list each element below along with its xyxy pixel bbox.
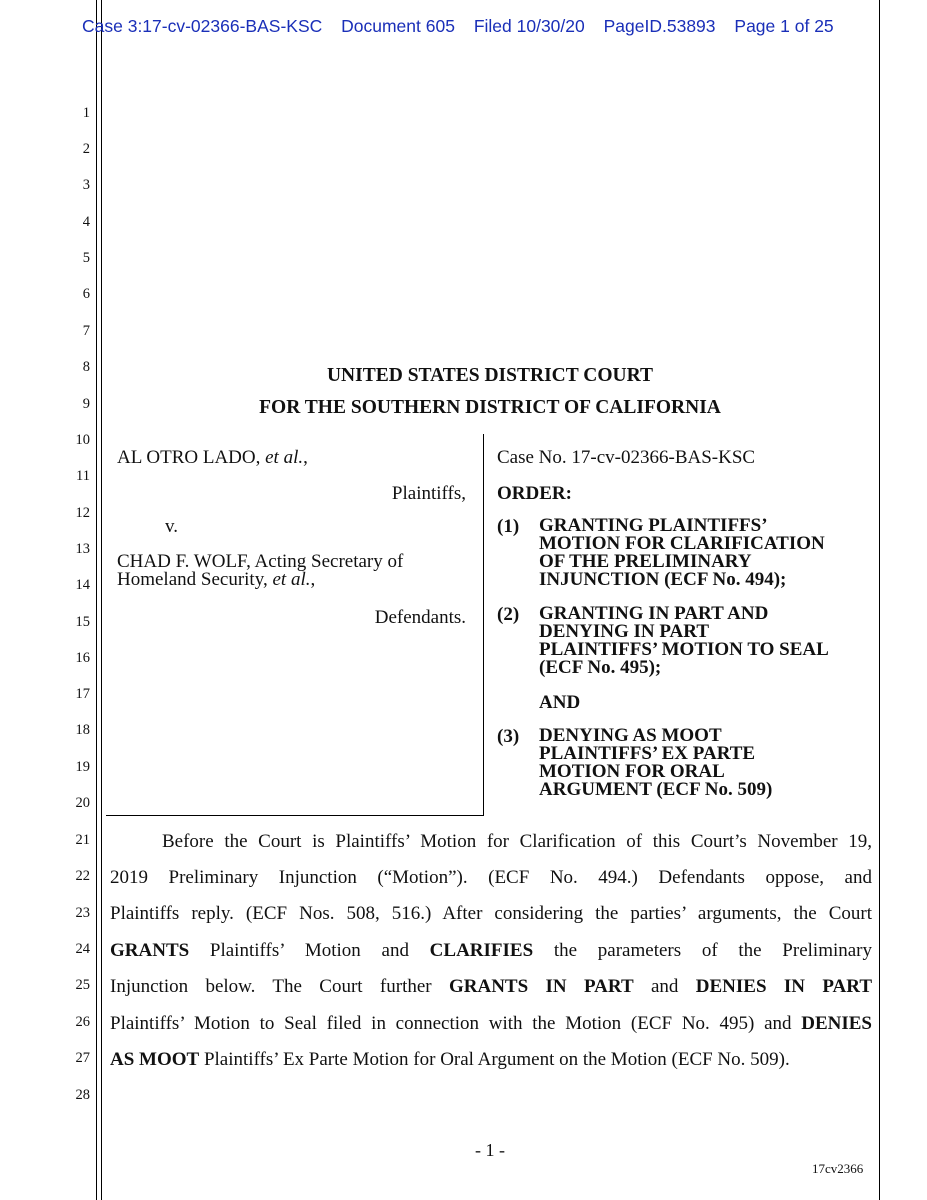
line-number: 7 [82, 323, 90, 339]
ecf-header [82, 16, 848, 37]
body-line-26: Plaintiffs’ Motion to Seal filed in connection with the Motion (ECF No. 495) and DENIES [110, 1013, 872, 1034]
line-number: 5 [82, 250, 90, 266]
line-number: 13 [75, 541, 90, 557]
body-line-22: 2019 Preliminary Injunction (“Motion”). (ECF No. 494.) Defendants oppose, and [110, 867, 872, 888]
body-line-27: AS MOOT Plaintiffs’ Ex Parte Motion for Oral Argument on the Motion (ECF No. 509). [110, 1049, 790, 1070]
body-line-21: Before the Court is Plaintiffs’ Motion for Clarification of this Court’s November 19, [162, 831, 872, 852]
line-number: 4 [82, 214, 90, 230]
line-number: 12 [75, 505, 90, 521]
caption-divider-horizontal [106, 815, 484, 816]
case-number: Case No. 17-cv-02366-BAS-KSC [497, 447, 756, 468]
line-number: 1 [82, 105, 90, 121]
line-number: 18 [75, 722, 90, 738]
versus: v. [165, 516, 179, 537]
line-number: 16 [75, 650, 90, 666]
line-number: 23 [75, 905, 90, 921]
line-number: 10 [75, 432, 90, 448]
body-line-23: Plaintiffs reply. (ECF Nos. 508, 516.) After considering the parties’ arguments, the Court [110, 903, 872, 924]
line-number: 21 [75, 832, 90, 848]
line-number: 2 [82, 141, 90, 157]
line-number: 8 [82, 359, 90, 375]
plaintiff-name: AL OTRO LADO, et al., [117, 447, 308, 468]
header-filed-date: Filed 10/30/20 [473, 16, 585, 36]
item-text: GRANTING PLAINTIFFS’ MOTION FOR CLARIFICATION OF THE PRELIMINARY INJUNCTION (ECF No. 494); [539, 515, 825, 590]
line-number: 9 [82, 396, 90, 412]
line-number: 24 [75, 941, 90, 957]
plaintiffs-label: Plaintiffs, [391, 483, 466, 504]
item-text: GRANTING IN PART AND DENYING IN PART PLAINTIFFS’ MOTION TO SEAL (ECF No. 495); [539, 603, 829, 678]
line-number: 28 [75, 1087, 90, 1103]
body-line-24: GRANTS Plaintiffs’ Motion and CLARIFIES the parameters of the Preliminary [110, 940, 873, 961]
line-number: 17 [75, 686, 90, 702]
page-number: - 1 - [475, 1140, 505, 1160]
order-label: ORDER: [497, 483, 572, 504]
defendant-name: CHAD F. WOLF, Acting Secretary of Homeland Security, et al., [117, 551, 404, 590]
line-number: 20 [75, 795, 90, 811]
line-number: 19 [75, 759, 90, 775]
item-text: DENYING AS MOOT PLAINTIFFS’ EX PARTE MOTION FOR ORAL ARGUMENT (ECF No. 509) [539, 725, 773, 800]
line-number: 22 [75, 868, 90, 884]
margin-rule-right [879, 0, 880, 1200]
line-number: 15 [75, 614, 90, 630]
defendants-label: Defendants. [374, 607, 466, 628]
line-number: 14 [75, 577, 90, 593]
line-number: 26 [75, 1014, 90, 1030]
caption-divider-vertical [483, 434, 484, 816]
margin-rule-left-1 [96, 0, 97, 1200]
header-case-number: Case 3:17-cv-02366-BAS-KSC [82, 16, 323, 36]
line-number: 6 [82, 286, 90, 302]
line-number: 11 [76, 468, 90, 484]
and-label: AND [539, 692, 581, 713]
line-number: 3 [82, 177, 90, 193]
header-page-count: Page 1 of 25 [734, 16, 834, 36]
body-line-25: Injunction below. The Court further GRANTS IN PART and DENIES IN PART [110, 976, 872, 997]
item-number: (2) [497, 604, 520, 625]
header-pageid: PageID.53893 [603, 16, 716, 36]
line-number: 25 [75, 977, 90, 993]
margin-rule-left-2 [101, 0, 102, 1200]
line-number: 27 [75, 1050, 90, 1066]
item-number: (1) [497, 516, 520, 537]
court-name: UNITED STATES DISTRICT COURT [326, 365, 654, 386]
court-district: FOR THE SOUTHERN DISTRICT OF CALIFORNIA [259, 397, 721, 418]
item-number: (3) [497, 726, 520, 747]
header-document: Document 605 [341, 16, 455, 36]
case-code-footer: 17cv2366 [812, 1161, 864, 1176]
